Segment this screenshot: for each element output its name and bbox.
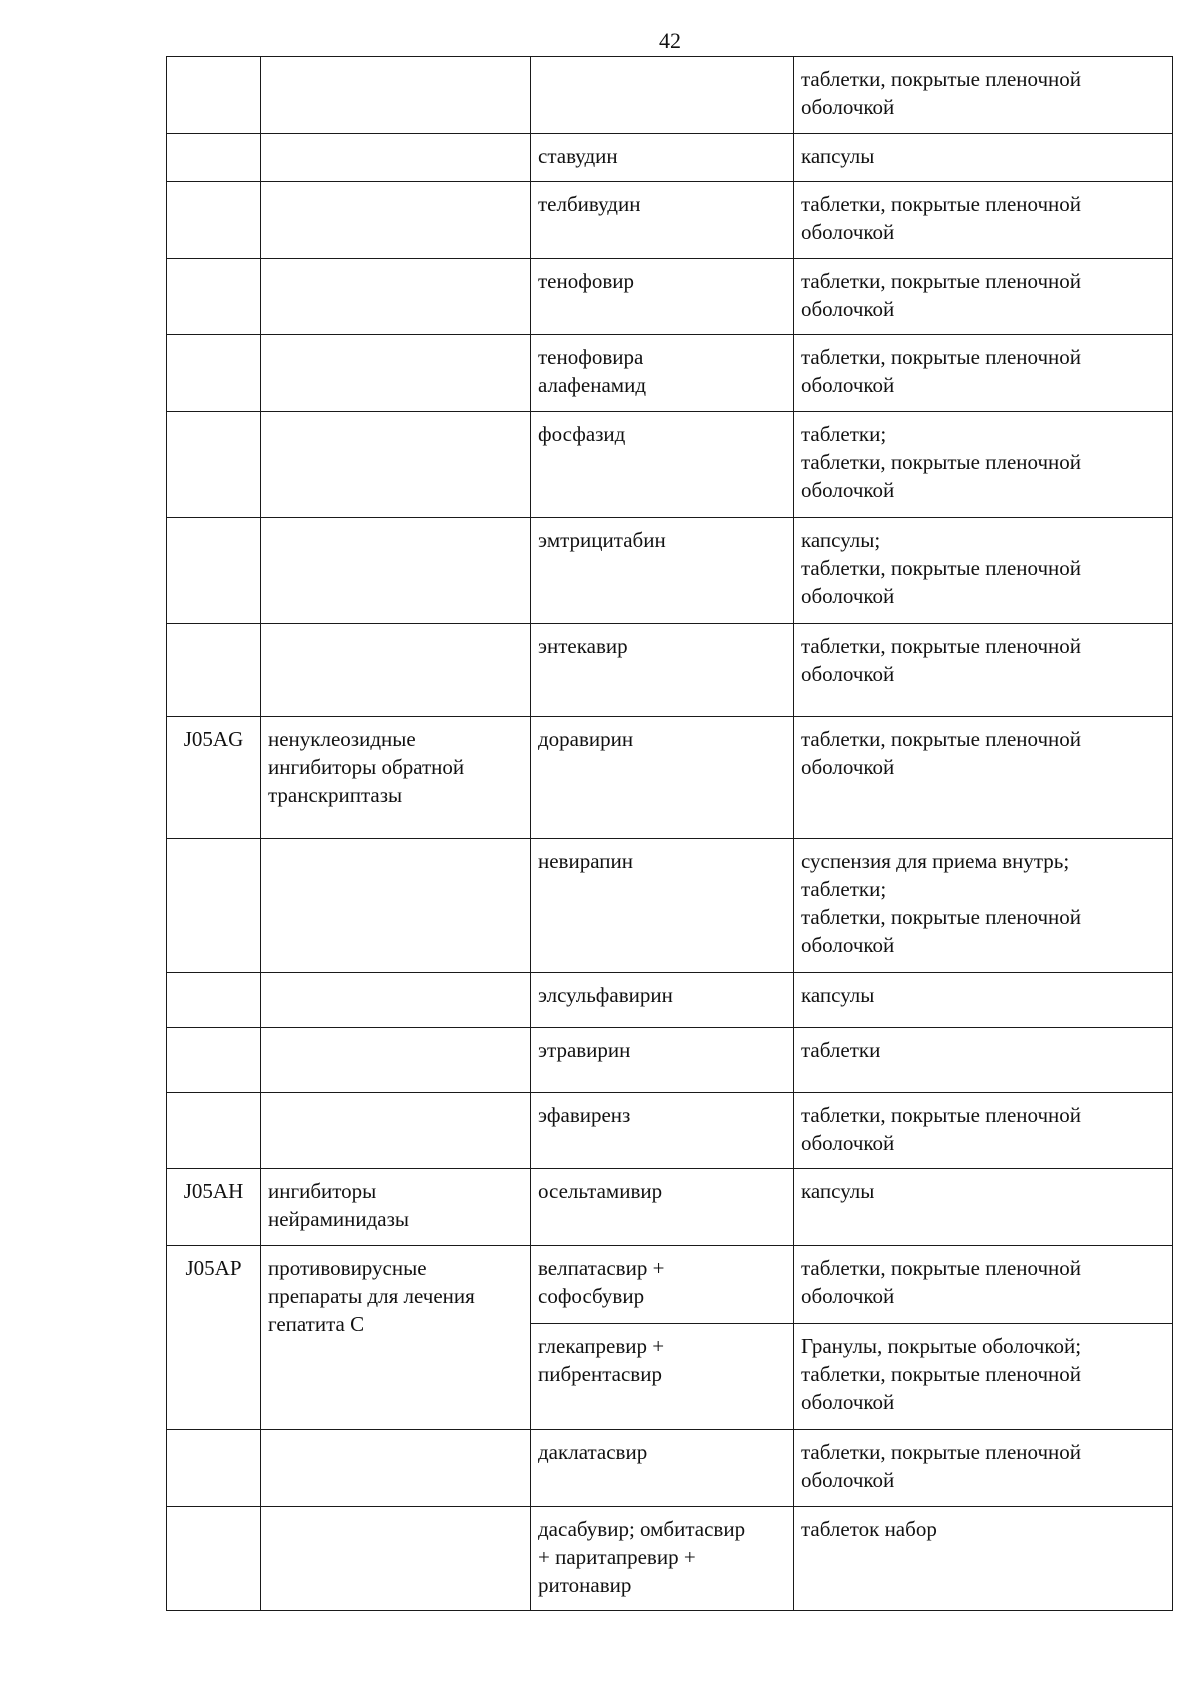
drug-cell [531,57,794,134]
dosage-form-cell: таблеток набор [794,1507,1173,1611]
group-cell [261,1430,531,1507]
drug-cell: тенофовир [531,259,794,335]
drug-cell: доравирин [531,717,794,839]
table-row [167,412,1173,518]
table-row [167,518,1173,624]
drug-cell: этравирин [531,1028,794,1093]
table-row [167,973,1173,1028]
drug-cell: телбивудин [531,182,794,259]
group-cell [261,259,531,335]
dosage-form-cell: таблетки, покрытые пленочной оболочкой [794,182,1173,259]
drug-cell: дасабувир; омбитасвир + паритапревир + ритонавир [531,1507,794,1611]
atc-code-cell [167,518,261,624]
drug-cell: эфавиренз [531,1093,794,1169]
group-cell [261,57,531,134]
group-cell: ингибиторы нейраминидазы [261,1169,531,1246]
group-cell [261,1507,531,1611]
dosage-form-cell: капсулы [794,973,1173,1028]
dosage-form-cell: таблетки, покрытые пленочной оболочкой [794,624,1173,717]
table-row [167,182,1173,259]
dosage-form-cell: таблетки, покрытые пленочной оболочкой [794,335,1173,412]
group-cell [261,335,531,412]
dosage-form-cell: таблетки, покрытые пленочной оболочкой [794,259,1173,335]
atc-code-cell [167,839,261,973]
atc-code-cell [167,134,261,182]
dosage-form-cell: Гранулы, покрытые оболочкой; таблетки, покрытые пленочной оболочкой [794,1324,1173,1430]
table-row [167,1093,1173,1169]
drug-cell: тенофовира алафенамид [531,335,794,412]
dosage-form-cell: таблетки, покрытые пленочной оболочкой [794,717,1173,839]
table-row [167,335,1173,412]
dosage-form-cell: капсулы [794,1169,1173,1246]
group-cell: ненуклеозидные ингибиторы обратной транскриптазы [261,717,531,839]
table-row [167,1169,1173,1246]
drug-cell: фосфазид [531,412,794,518]
drug-cell: глекапревир + пибрентасвир [531,1324,794,1430]
atc-code-cell [167,973,261,1028]
drug-cell: энтекавир [531,624,794,717]
group-cell [261,1093,531,1169]
drug-cell: даклатасвир [531,1430,794,1507]
atc-code-cell [167,1028,261,1093]
dosage-form-cell: капсулы [794,134,1173,182]
group-cell [261,1028,531,1093]
dosage-form-cell: таблетки; таблетки, покрытые пленочной оболочкой [794,412,1173,518]
table-row [167,1430,1173,1507]
table-row [167,57,1173,134]
dosage-form-cell: суспензия для приема внутрь; таблетки; таблетки, покрытые пленочной оболочкой [794,839,1173,973]
group-cell [261,182,531,259]
atc-code-cell [167,1430,261,1507]
dosage-form-cell: таблетки, покрытые пленочной оболочкой [794,57,1173,134]
drug-cell: невирапин [531,839,794,973]
table-row [167,717,1173,839]
dosage-form-cell: капсулы; таблетки, покрытые пленочной оболочкой [794,518,1173,624]
dosage-form-cell: таблетки [794,1028,1173,1093]
atc-code-cell [167,1093,261,1169]
atc-code-cell: J05AH [167,1169,261,1246]
atc-code-cell: J05AG [167,717,261,839]
drug-table [166,56,1173,1611]
group-cell: противовирусные препараты для лечения гепатита С [261,1246,531,1430]
atc-code-cell: J05AP [167,1246,261,1430]
group-cell [261,839,531,973]
atc-code-cell [167,182,261,259]
table-row [167,1028,1173,1093]
drug-cell: ставудин [531,134,794,182]
table-row [167,134,1173,182]
drug-cell: осельтамивир [531,1169,794,1246]
atc-code-cell [167,1507,261,1611]
atc-code-cell [167,624,261,717]
table-row [167,259,1173,335]
group-cell [261,134,531,182]
dosage-form-cell: таблетки, покрытые пленочной оболочкой [794,1246,1173,1324]
dosage-form-cell: таблетки, покрытые пленочной оболочкой [794,1430,1173,1507]
atc-code-cell [167,259,261,335]
drug-cell: эмтрицитабин [531,518,794,624]
atc-code-cell [167,412,261,518]
group-cell [261,973,531,1028]
dosage-form-cell: таблетки, покрытые пленочной оболочкой [794,1093,1173,1169]
table-row [167,839,1173,973]
atc-code-cell [167,57,261,134]
group-cell [261,412,531,518]
table-row [167,624,1173,717]
page-number: 42 [659,28,681,53]
group-cell [261,624,531,717]
drug-cell: велпатасвир + софосбувир [531,1246,794,1324]
group-cell [261,518,531,624]
drug-cell: элсульфавирин [531,973,794,1028]
table-row [167,1246,1173,1324]
table-row [167,1507,1173,1611]
atc-code-cell [167,335,261,412]
